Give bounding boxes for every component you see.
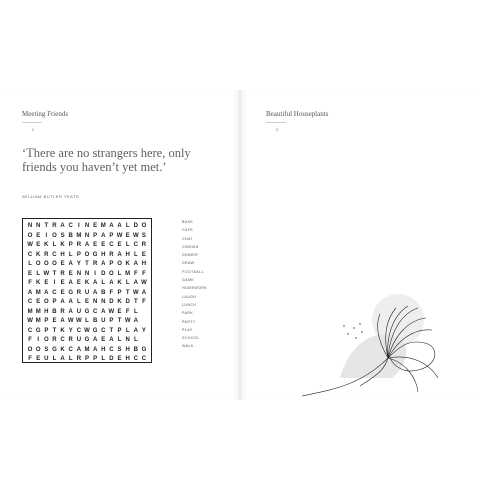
grid-letter: H — [141, 261, 147, 267]
grid-letter: W — [108, 308, 115, 315]
grid-letter: C — [60, 337, 65, 343]
grid-letter: G — [68, 289, 74, 296]
grid-letter: E — [60, 261, 65, 267]
grid-letter: L — [28, 261, 32, 267]
grid-letter: P — [52, 299, 57, 305]
grid-letter: R — [60, 308, 65, 315]
grid-letter: E — [117, 308, 122, 315]
grid-letter: A — [68, 308, 73, 315]
grid-letter: A — [117, 223, 122, 229]
grid-letter: O — [52, 261, 57, 267]
grid-letter: A — [68, 261, 73, 267]
grid-letter: N — [92, 299, 98, 305]
grid-letter: F — [109, 289, 114, 296]
grid-letter: K — [44, 242, 49, 248]
grid-letter: F — [142, 299, 146, 305]
grid-letter: U — [101, 318, 106, 324]
word-list-item: BAKE — [182, 220, 194, 224]
grid-letter: P — [117, 327, 122, 334]
grid-letter — [140, 317, 148, 327]
grid-letter: G — [84, 337, 90, 343]
grid-letter: E — [76, 280, 81, 286]
grid-letter: T — [109, 327, 114, 334]
grid-letter: A — [109, 223, 114, 229]
page-number: 2 — [32, 127, 35, 132]
grid-letter: F — [28, 337, 32, 343]
grid-letter: H — [101, 346, 106, 353]
grid-letter: Y — [68, 327, 73, 334]
grid-letter: E — [36, 356, 41, 362]
grid-letter: F — [133, 270, 138, 277]
grid-letter: T — [133, 299, 138, 305]
grid-letter: P — [76, 251, 81, 258]
grid-letter: W — [124, 318, 131, 324]
grid-letter: W — [76, 318, 82, 324]
grid-letter: L — [133, 251, 138, 258]
grid-letter: C — [109, 242, 114, 248]
word-list-item: FOOTBALL — [182, 269, 204, 274]
grid-letter: E — [141, 251, 146, 258]
grid-letter: U — [44, 356, 49, 362]
grid-letter: K — [117, 280, 122, 286]
grid-letter: D — [101, 270, 106, 277]
grid-letter: L — [85, 318, 89, 324]
grid-letter: E — [125, 232, 130, 239]
grid-letter: R — [76, 356, 82, 362]
grid-letter: W — [84, 327, 90, 334]
grid-letter: L — [101, 356, 106, 362]
grid-letter: E — [117, 242, 122, 248]
grid-letter: O — [43, 337, 49, 343]
grid-letter: Y — [141, 327, 146, 334]
grid-letter: C — [133, 356, 138, 362]
grid-letter: E — [101, 337, 106, 343]
grid-letter: L — [77, 299, 81, 305]
grid-letter: E — [60, 280, 65, 286]
grid-letter: M — [125, 270, 131, 277]
grid-letter: O — [52, 232, 57, 239]
grid-letter: P — [68, 242, 73, 248]
grid-letter: G — [92, 327, 98, 334]
grid-letter: S — [60, 232, 65, 239]
word-list-item: WALK — [182, 344, 194, 349]
grid-letter: E — [84, 299, 89, 305]
grid-letter: G — [141, 346, 147, 353]
grey-leaf-shape — [340, 334, 406, 378]
grid-letter: B — [68, 232, 73, 239]
grid-letter: R — [141, 242, 147, 248]
grid-letter: A — [92, 280, 98, 286]
grid-letter: A — [92, 337, 98, 343]
grid-letter: O — [84, 251, 90, 258]
word-list-item: CINEMA — [182, 244, 199, 249]
grid-letter: A — [60, 356, 65, 362]
grid-letter: I — [37, 337, 40, 343]
word-list-item: SCHOOL — [182, 336, 200, 341]
grid-letter: G — [52, 346, 57, 353]
grid-letter: K — [60, 242, 65, 248]
grid-letter: S — [44, 346, 49, 353]
grid-letter: P — [109, 261, 114, 267]
grid-letter: N — [27, 223, 33, 229]
grid-letter: M — [100, 223, 106, 229]
grid-letter: R — [52, 337, 57, 343]
word-search-grid — [22, 218, 152, 363]
grid-letter — [140, 336, 148, 346]
grid-letter: L — [125, 327, 130, 334]
grid-letter: H — [60, 251, 65, 258]
word-list-item: CHAT — [182, 236, 194, 241]
grid-letter: A — [92, 289, 98, 296]
grid-letter: K — [125, 261, 130, 267]
grid-letter: L — [117, 270, 122, 277]
grid-letter: L — [68, 251, 73, 258]
grid-letter: U — [84, 289, 90, 296]
grid-letter: C — [141, 356, 147, 362]
grid-letter: A — [109, 337, 114, 343]
grid-letter: A — [27, 289, 33, 296]
grid-letter: E — [60, 289, 65, 296]
quote-text: ‘There are no strangers here, only friends you haven’t yet met.’ — [22, 146, 191, 174]
grid-letter: D — [133, 223, 138, 229]
grid-letter: K — [60, 327, 65, 334]
grid-letter: C — [27, 251, 33, 258]
grid-letter: T — [44, 223, 49, 229]
grid-letter: A — [60, 299, 65, 305]
grid-letter: C — [52, 289, 57, 296]
grid-letter: K — [117, 299, 122, 305]
grid-letter: A — [133, 261, 138, 267]
grid-letter: A — [68, 299, 73, 305]
grid-letter: O — [35, 346, 41, 353]
grid-letter: E — [36, 242, 41, 248]
word-list-item: LAUGH — [182, 294, 197, 299]
grid-letter: C — [52, 251, 57, 258]
grid-letter: S — [141, 232, 146, 239]
grid-letter: L — [52, 242, 57, 248]
grid-letter: A — [44, 289, 49, 296]
grid-letter: M — [76, 232, 82, 239]
grid-letter: K — [36, 251, 41, 258]
grid-letter: W — [67, 318, 74, 324]
grid-letter: N — [84, 223, 90, 229]
grid-letter: A — [109, 280, 114, 286]
grid-letter: E — [44, 280, 49, 286]
grid-letter: W — [27, 242, 33, 248]
grid-letter: P — [109, 318, 114, 324]
page-number: 3 — [276, 127, 279, 132]
grid-letter: F — [28, 356, 32, 362]
grid-letter: O — [27, 346, 33, 353]
grid-letter: D — [109, 356, 114, 362]
grid-letter: K — [60, 346, 65, 353]
word-list-item: HOMEWORK — [182, 286, 208, 291]
grid-letter: I — [94, 270, 96, 277]
grid-letter: R — [109, 251, 114, 258]
grid-letter: P — [93, 232, 98, 239]
grid-letter: R — [44, 251, 49, 258]
word-list-item: LUNCH — [182, 302, 197, 307]
grid-letter: R — [92, 261, 98, 267]
grid-letter: W — [141, 280, 147, 286]
grid-letter: B — [52, 308, 57, 315]
grid-letter: P — [117, 289, 122, 296]
grid-letter: M — [35, 318, 41, 324]
grid-letter: N — [84, 270, 90, 277]
grid-letter: D — [125, 299, 130, 305]
grid-letter: O — [43, 261, 49, 267]
word-list-item: PARK — [182, 311, 194, 316]
grid-letter: A — [101, 232, 106, 239]
word-list-item: CAFE — [182, 228, 194, 233]
grid-letter: E — [28, 270, 33, 277]
grid-letter: W — [116, 232, 123, 239]
grid-letter: N — [36, 223, 41, 229]
grid-letter: O — [141, 223, 147, 229]
grid-letter: T — [52, 327, 57, 334]
grid-letter: P — [84, 356, 89, 362]
grid-letter: P — [93, 356, 98, 362]
grid-letter: C — [27, 299, 33, 305]
title-rule — [22, 122, 42, 123]
grid-letter: T — [125, 289, 130, 296]
grid-letter: T — [85, 261, 89, 267]
page-title: Meeting Friends — [22, 110, 69, 118]
grid-letter: L — [133, 337, 138, 343]
grid-letter: Y — [76, 261, 81, 267]
grid-letter: M — [27, 308, 33, 315]
grid-letter: H — [125, 251, 130, 258]
grid-letter: F — [125, 308, 130, 315]
grid-letter: L — [101, 280, 106, 286]
grid-letter: T — [117, 318, 122, 324]
houseplant-illustration — [300, 288, 450, 400]
left-page — [0, 90, 239, 400]
grid-letter: G — [84, 308, 90, 315]
grid-letter: U — [76, 308, 82, 315]
word-list-item: PARTY — [182, 319, 196, 324]
title-rule — [266, 122, 286, 123]
grid-letter: O — [109, 270, 114, 277]
word-list-item: GAME — [182, 278, 195, 283]
grid-letter: R — [60, 270, 65, 277]
grid-letter: B — [92, 318, 98, 324]
grid-letter: H — [44, 308, 49, 315]
grid-letter: O — [27, 232, 33, 239]
grid-letter: A — [133, 318, 138, 324]
dots — [343, 323, 362, 338]
grid-letter: B — [133, 346, 138, 353]
grid-letter: A — [101, 261, 106, 267]
grid-letter: G — [35, 327, 41, 334]
grid-letter: L — [125, 223, 130, 229]
grid-letter: A — [60, 223, 65, 229]
grid-letter: L — [125, 242, 130, 248]
grid-letter: W — [27, 318, 33, 324]
grid-letter: M — [35, 308, 41, 315]
grid-letter: M — [35, 289, 41, 296]
grid-letter: A — [68, 280, 73, 286]
grid-letter: P — [109, 232, 114, 239]
grid-letter: L — [117, 337, 122, 343]
word-list-item: PLAY — [182, 327, 193, 332]
grid-letter: A — [101, 308, 106, 315]
grid-letter: O — [117, 261, 122, 267]
grid-letter: E — [36, 232, 41, 239]
grid-letter: C — [101, 327, 106, 334]
grid-letter: U — [76, 337, 82, 343]
grid-letter: H — [125, 346, 130, 353]
grid-letter: C — [68, 346, 73, 353]
grid-letter: H — [101, 251, 106, 258]
grid-letter: E — [36, 299, 41, 305]
grid-letter: C — [27, 327, 33, 334]
grid-letter: A — [60, 318, 65, 324]
grid-letter: O — [35, 261, 41, 267]
grid-letter: P — [44, 327, 49, 334]
grid-letter: W — [43, 270, 50, 277]
grid-letter: F — [142, 270, 146, 277]
grid-letter: L — [68, 356, 73, 362]
grid-letter: B — [101, 289, 106, 296]
grid-letter: N — [76, 270, 82, 277]
grid-letter: R — [76, 242, 82, 248]
grid-letter: W — [132, 232, 139, 239]
grid-letter: E — [52, 318, 57, 324]
word-list-item: DINNER — [182, 253, 199, 258]
grid-letter: H — [125, 356, 130, 362]
quote-attribution: WILLIAM BUTLER YEATS — [22, 194, 80, 199]
book-spread — [0, 90, 480, 400]
grid-letter: E — [117, 356, 122, 362]
grid-letter: A — [76, 346, 82, 353]
grid-letter: P — [44, 318, 49, 324]
grid-letter: A — [141, 289, 147, 296]
grid-letter: S — [117, 346, 122, 353]
grid-letter: A — [117, 251, 122, 258]
grid-letter: I — [45, 232, 48, 239]
grid-letter: C — [109, 346, 114, 353]
grid-letter: R — [68, 337, 73, 343]
grid-letter: M — [84, 346, 90, 353]
grid-letter: L — [125, 280, 130, 286]
grid-letter: O — [43, 299, 49, 305]
grid-letter: A — [84, 242, 90, 248]
grid-letter: A — [92, 346, 98, 353]
grid-letter: I — [78, 223, 80, 229]
grid-letter: L — [133, 308, 138, 315]
grid-letter: E — [93, 223, 98, 229]
word-list — [182, 218, 207, 351]
grid-letter: K — [36, 280, 41, 286]
grid-letter: A — [133, 327, 138, 334]
grid-letter: E — [101, 242, 106, 248]
grid-letter: R — [52, 223, 57, 229]
grid-letter: R — [76, 289, 82, 296]
grid-letter: A — [133, 280, 138, 286]
grid-letter: C — [68, 223, 73, 229]
grid-letter: N — [84, 232, 90, 239]
grid-letter: N — [101, 299, 106, 305]
grid-letter: L — [36, 270, 41, 277]
grid-letter: W — [132, 289, 139, 296]
grid-letter: C — [92, 308, 98, 315]
grid-letter: C — [133, 242, 138, 248]
grid-letter: T — [52, 270, 57, 277]
grid-letter: E — [68, 270, 73, 277]
grid-letter: K — [84, 280, 90, 286]
grid-letter — [140, 308, 148, 318]
grid-letter: N — [125, 337, 130, 343]
grid-letter: D — [109, 299, 114, 305]
grid-letter: F — [28, 280, 32, 286]
grid-letter: E — [93, 242, 98, 248]
grid-letter: C — [76, 327, 82, 334]
grid-letter: G — [92, 251, 98, 258]
word-list-item: DRAW — [182, 261, 195, 266]
grid-letter: L — [52, 356, 57, 362]
page-title: Beautiful Houseplants — [266, 110, 329, 118]
grid-letter: I — [53, 280, 56, 286]
